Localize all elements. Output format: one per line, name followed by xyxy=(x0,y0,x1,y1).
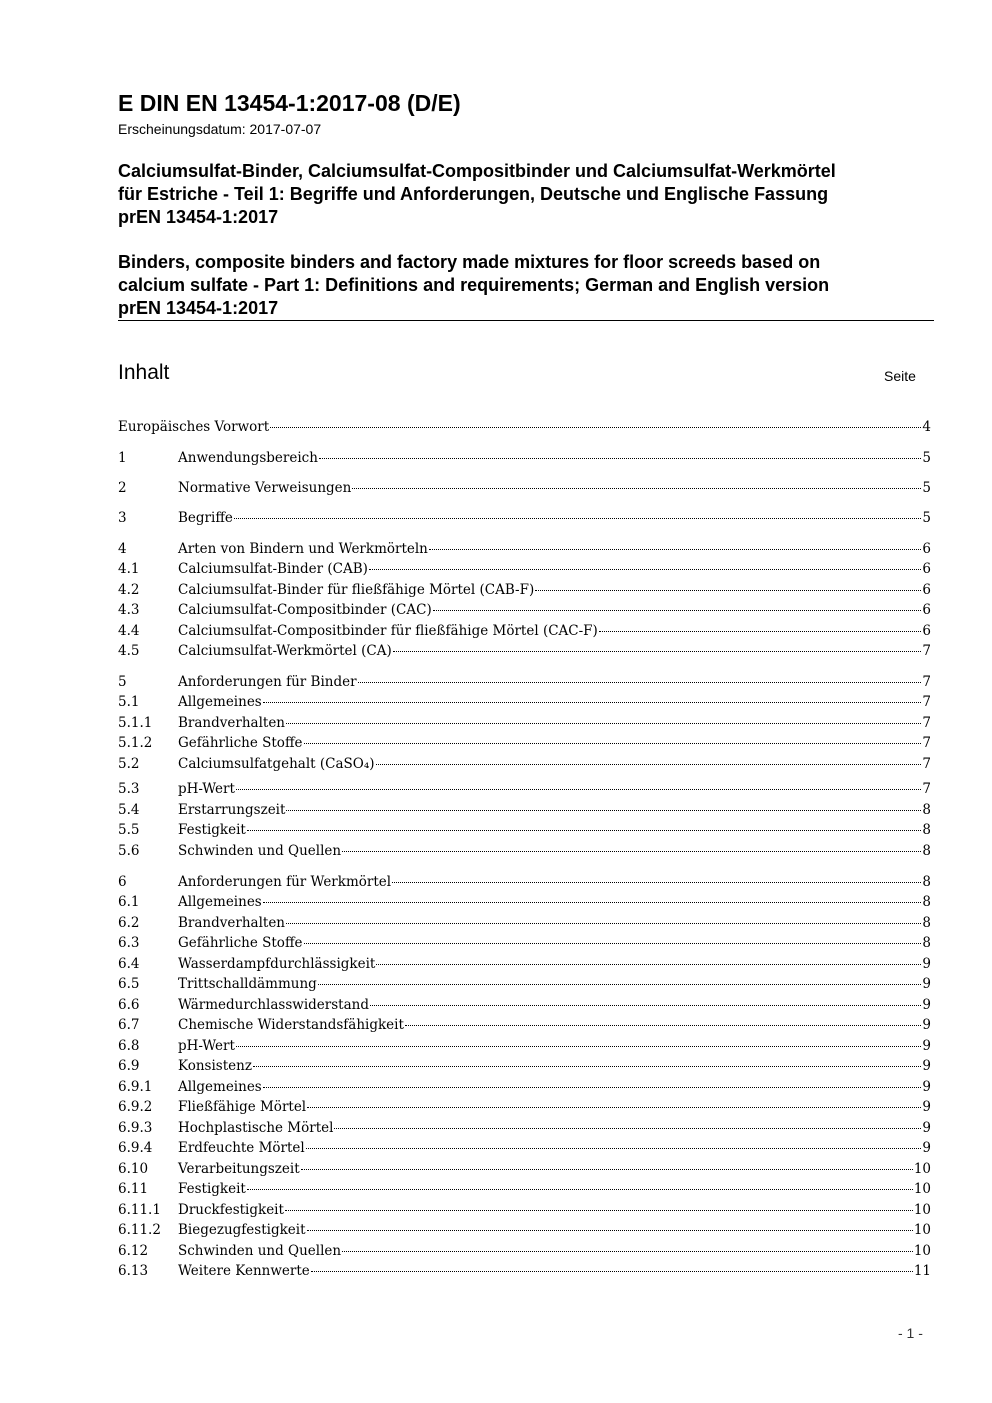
toc-entry-title: Hochplastische Mörtel xyxy=(178,1120,334,1136)
toc-dot-leader xyxy=(369,569,922,570)
toc-entry-number: 6.11 xyxy=(118,1181,149,1197)
toc-dot-leader xyxy=(234,518,922,519)
toc-entry-number: 6.11.2 xyxy=(118,1222,161,1238)
toc-entry[interactable] xyxy=(118,580,931,600)
toc-entry-title: Calciumsulfat-Binder (CAB) xyxy=(178,561,368,577)
title-english xyxy=(118,251,938,320)
toc-dot-leader xyxy=(405,1025,921,1026)
toc-dot-leader xyxy=(393,651,922,652)
toc-entry-number: 6.2 xyxy=(118,915,140,931)
toc-entry-title: Konsistenz xyxy=(178,1058,252,1074)
footer-page-number: - 1 - xyxy=(898,1325,923,1341)
toc-page-column-label: Seite xyxy=(884,368,916,384)
toc-entry-title: Wärmedurchlasswiderstand xyxy=(178,997,369,1013)
toc-entry-number: 6.9.3 xyxy=(118,1120,153,1136)
toc-entry-number: 6.9 xyxy=(118,1058,140,1074)
toc-entry-number: 5.2 xyxy=(118,756,140,772)
toc-entry-number: 5.6 xyxy=(118,843,140,859)
toc-entry-title: Brandverhalten xyxy=(178,715,285,731)
toc-dot-leader xyxy=(334,1128,921,1129)
toc-entry-title: pH-Wert xyxy=(178,1038,235,1054)
toc-entry[interactable] xyxy=(118,913,931,933)
toc-dot-leader xyxy=(263,702,922,703)
toc-dot-leader xyxy=(285,1210,913,1211)
toc-entry-page: 5 xyxy=(922,450,931,466)
toc-dot-leader xyxy=(342,1251,913,1252)
toc-entry-number: 6.12 xyxy=(118,1243,149,1259)
toc-entry-page: 10 xyxy=(913,1181,931,1197)
toc-entry-page: 6 xyxy=(922,541,931,557)
toc-entry[interactable] xyxy=(118,692,931,712)
toc-entry[interactable] xyxy=(118,1200,931,1220)
toc-entry[interactable] xyxy=(118,1241,931,1261)
toc-entry-title: Fließfähige Mörtel xyxy=(178,1099,307,1115)
toc-entry-number: 5.5 xyxy=(118,822,140,838)
toc-dot-leader xyxy=(253,1066,921,1067)
toc-entry[interactable] xyxy=(118,995,931,1015)
toc-entry-number: 5.1 xyxy=(118,694,140,710)
title-german-line: prEN 13454-1:2017 xyxy=(118,207,279,227)
toc-entry-page: 7 xyxy=(922,781,931,797)
toc-entry-title: Wasserdampfdurchlässigkeit xyxy=(178,956,376,972)
toc-dot-leader xyxy=(599,631,922,632)
toc-entry-title: Allgemeines xyxy=(178,1079,262,1095)
toc-entry-title: Erstarrungszeit xyxy=(178,802,286,818)
title-english-line: prEN 13454-1:2017 xyxy=(118,298,279,318)
toc-dot-leader xyxy=(535,590,921,591)
title-english-line: calcium sulfate - Part 1: Definitions and requirements; German and English version xyxy=(118,275,830,295)
toc-entry-page: 9 xyxy=(922,997,931,1013)
document-title: E DIN EN 13454-1:2017-08 (D/E) xyxy=(118,90,461,116)
toc-entry[interactable] xyxy=(118,933,931,953)
toc-entry-page: 7 xyxy=(922,756,931,772)
toc-entry-page: 6 xyxy=(922,602,931,618)
toc-entry-number: 6.5 xyxy=(118,976,140,992)
toc-entry-page: 11 xyxy=(913,1263,931,1279)
toc-entry-page: 8 xyxy=(922,822,931,838)
toc-entry-page: 9 xyxy=(922,1120,931,1136)
toc-entry-number: 6 xyxy=(118,874,127,890)
toc-entry-page: 8 xyxy=(922,843,931,859)
toc-entry-page: 7 xyxy=(922,643,931,659)
toc-entry-page: 9 xyxy=(922,1058,931,1074)
toc-entry-number: 6.6 xyxy=(118,997,140,1013)
toc-entry-page: 9 xyxy=(922,1038,931,1054)
toc-entry-page: 10 xyxy=(913,1222,931,1238)
title-german xyxy=(118,160,938,229)
toc-entry[interactable] xyxy=(118,1077,931,1097)
toc-dot-leader xyxy=(304,943,922,944)
toc-dot-leader xyxy=(263,902,922,903)
toc-dot-leader xyxy=(247,830,922,831)
title-german-line: Calciumsulfat-Binder, Calciumsulfat-Compositbinder und Calciumsulfat-Werkmörtel xyxy=(118,161,836,181)
toc-entry-page: 4 xyxy=(922,419,931,435)
toc-entry-page: 9 xyxy=(922,976,931,992)
toc-entry[interactable] xyxy=(118,417,931,437)
toc-dot-leader xyxy=(263,1087,922,1088)
toc-entry[interactable] xyxy=(118,1118,931,1138)
toc-entry-number: 6.9.4 xyxy=(118,1140,153,1156)
toc-entry[interactable] xyxy=(118,733,931,753)
toc-entry-title: Erdfeuchte Mörtel xyxy=(178,1140,305,1156)
toc-dot-leader xyxy=(376,764,922,765)
toc-entry[interactable] xyxy=(118,872,931,892)
toc-entry-number: 5 xyxy=(118,674,127,690)
toc-entry-title: Gefährliche Stoffe xyxy=(178,935,303,951)
toc-entry-page: 9 xyxy=(922,956,931,972)
toc-entry-title: Schwinden und Quellen xyxy=(178,843,342,859)
toc-entry-title: Druckfestigkeit xyxy=(178,1202,284,1218)
toc-entry-number: 6.1 xyxy=(118,894,140,910)
toc-entry-page: 8 xyxy=(922,915,931,931)
toc-entry-title: Calciumsulfat-Binder für fließfähige Mörtel (CAB-F) xyxy=(178,582,535,598)
toc-entry-page: 10 xyxy=(913,1243,931,1259)
toc-entry-title: Begriffe xyxy=(178,510,233,526)
toc-entry-number: 6.3 xyxy=(118,935,140,951)
toc-entry-page: 9 xyxy=(922,1099,931,1115)
toc-entry[interactable] xyxy=(118,478,931,498)
toc-entry-page: 9 xyxy=(922,1140,931,1156)
toc-entry[interactable] xyxy=(118,641,931,661)
toc-entry-page: 8 xyxy=(922,894,931,910)
toc-entry-number: 5.1.2 xyxy=(118,735,153,751)
toc-entry[interactable] xyxy=(118,841,931,861)
toc-entry[interactable] xyxy=(118,779,931,799)
toc-dot-leader xyxy=(358,682,922,683)
toc-entry-title: Trittschalldämmung xyxy=(178,976,317,992)
toc-entry-title: Festigkeit xyxy=(178,1181,246,1197)
toc-entry-page: 5 xyxy=(922,480,931,496)
toc-entry-page: 9 xyxy=(922,1079,931,1095)
toc-entry[interactable] xyxy=(118,600,931,620)
toc-entry-title: Schwinden und Quellen xyxy=(178,1243,342,1259)
toc-entry-page: 7 xyxy=(922,674,931,690)
toc-entry-number: 4.2 xyxy=(118,582,140,598)
publication-date: Erscheinungsdatum: 2017-07-07 xyxy=(118,121,322,137)
toc-entry[interactable] xyxy=(118,954,931,974)
toc-entry-title: Anforderungen für Werkmörtel xyxy=(178,874,392,890)
toc-entry-title: Allgemeines xyxy=(178,894,262,910)
toc-entry-title: Weitere Kennwerte xyxy=(178,1263,310,1279)
toc-entry-page: 6 xyxy=(922,561,931,577)
toc-entry-page: 7 xyxy=(922,694,931,710)
toc-entry[interactable] xyxy=(118,448,931,468)
toc-heading: Inhalt xyxy=(118,361,170,384)
toc-entry[interactable] xyxy=(118,1261,931,1281)
toc-dot-leader xyxy=(376,964,921,965)
toc-entry-page: 8 xyxy=(922,802,931,818)
toc-entry[interactable] xyxy=(118,1159,931,1179)
toc-dot-leader xyxy=(311,1271,913,1272)
toc-entry-title: Calciumsulfatgehalt (CaSO₄) xyxy=(178,756,375,772)
toc-entry-number: 6.4 xyxy=(118,956,140,972)
toc-entry-title: Verarbeitungszeit xyxy=(178,1161,300,1177)
toc-entry-title: Anforderungen für Binder xyxy=(178,674,357,690)
toc-dot-leader xyxy=(304,743,922,744)
toc-entry-title: Europäisches Vorwort xyxy=(118,419,270,435)
toc-entry-number: 4.1 xyxy=(118,561,140,577)
toc-entry-title: Biegezugfestigkeit xyxy=(178,1222,306,1238)
toc-dot-leader xyxy=(370,1005,921,1006)
toc-entry-number: 6.8 xyxy=(118,1038,140,1054)
toc-dot-leader xyxy=(429,549,922,550)
toc-entry-number: 4.4 xyxy=(118,623,140,639)
toc-entry-title: Arten von Bindern und Werkmörteln xyxy=(178,541,428,557)
toc-entry[interactable] xyxy=(118,1015,931,1035)
toc-entry-number: 4.5 xyxy=(118,643,140,659)
toc-entry-page: 10 xyxy=(913,1161,931,1177)
toc-entry-title: Normative Verweisungen xyxy=(178,480,352,496)
toc-dot-leader xyxy=(318,984,922,985)
toc-entry-number: 6.10 xyxy=(118,1161,149,1177)
title-german-line: für Estriche - Teil 1: Begriffe und Anforderungen, Deutsche und Englische Fassung xyxy=(118,184,829,204)
toc-entry-number: 5.1.1 xyxy=(118,715,153,731)
toc-dot-leader xyxy=(247,1189,913,1190)
toc-entry[interactable] xyxy=(118,1179,931,1199)
toc-entry[interactable] xyxy=(118,621,931,641)
toc-entry[interactable] xyxy=(118,539,931,559)
toc-entry-number: 3 xyxy=(118,510,127,526)
toc-entry-title: Allgemeines xyxy=(178,694,262,710)
toc-entry-page: 9 xyxy=(922,1017,931,1033)
toc-entry-title: Calciumsulfat-Werkmörtel (CA) xyxy=(178,643,392,659)
toc-entry-page: 5 xyxy=(922,510,931,526)
title-english-line: Binders, composite binders and factory made mixtures for floor screeds based on xyxy=(118,252,821,272)
toc-entry-number: 4.3 xyxy=(118,602,140,618)
toc-entry-number: 6.9.1 xyxy=(118,1079,153,1095)
toc-entry-page: 6 xyxy=(922,582,931,598)
toc-entry-title: Festigkeit xyxy=(178,822,246,838)
toc-entry-title: pH-Wert xyxy=(178,781,235,797)
toc-entry[interactable] xyxy=(118,1056,931,1076)
toc-entry[interactable] xyxy=(118,1036,931,1056)
toc-entry[interactable] xyxy=(118,754,931,774)
toc-dot-leader xyxy=(352,488,921,489)
toc-dot-leader xyxy=(270,427,921,428)
toc-entry-page: 7 xyxy=(922,735,931,751)
toc-entry-number: 6.9.2 xyxy=(118,1099,153,1115)
toc-entry-number: 4 xyxy=(118,541,127,557)
toc-entry-page: 10 xyxy=(913,1202,931,1218)
toc-entry-number: 5.4 xyxy=(118,802,140,818)
toc-entry-number: 2 xyxy=(118,480,127,496)
toc-entry-title: Anwendungsbereich xyxy=(178,450,318,466)
toc-entry-number: 1 xyxy=(118,450,127,466)
toc-entry-page: 8 xyxy=(922,874,931,890)
toc-entry-number: 5.3 xyxy=(118,781,140,797)
toc-entry[interactable] xyxy=(118,672,931,692)
toc-entry-title: Brandverhalten xyxy=(178,915,285,931)
toc-entry[interactable] xyxy=(118,800,931,820)
toc-entry-title: Calciumsulfat-Compositbinder für fließfähige Mörtel (CAC-F) xyxy=(178,623,598,639)
toc-entry-title: Gefährliche Stoffe xyxy=(178,735,303,751)
toc-entry[interactable] xyxy=(118,559,931,579)
toc-entry[interactable] xyxy=(118,892,931,912)
toc-dot-leader xyxy=(286,723,921,724)
toc-dot-leader xyxy=(306,1148,922,1149)
toc-dot-leader xyxy=(307,1230,913,1231)
toc-dot-leader xyxy=(392,882,921,883)
toc-entry[interactable] xyxy=(118,974,931,994)
toc-entry-number: 6.7 xyxy=(118,1017,140,1033)
toc-dot-leader xyxy=(319,458,921,459)
toc-entry-page: 8 xyxy=(922,935,931,951)
toc-dot-leader xyxy=(342,851,921,852)
toc-entry[interactable] xyxy=(118,1220,931,1240)
toc-entry-title: Calciumsulfat-Compositbinder (CAC) xyxy=(178,602,432,618)
toc-dot-leader xyxy=(286,810,921,811)
toc-entry-title: Chemische Widerstandsfähigkeit xyxy=(178,1017,404,1033)
toc-entry-number: 6.11.1 xyxy=(118,1202,161,1218)
toc-entry[interactable] xyxy=(118,1097,931,1117)
title-divider xyxy=(118,320,934,321)
toc-dot-leader xyxy=(236,1046,922,1047)
toc-dot-leader xyxy=(301,1169,913,1170)
toc-entry-page: 7 xyxy=(922,715,931,731)
toc-dot-leader xyxy=(307,1107,921,1108)
toc-entry[interactable] xyxy=(118,508,931,528)
toc-entry[interactable] xyxy=(118,1138,931,1158)
toc-entry-page: 6 xyxy=(922,623,931,639)
toc-dot-leader xyxy=(433,610,922,611)
toc-entry-number: 6.13 xyxy=(118,1263,149,1279)
toc-dot-leader xyxy=(286,923,921,924)
toc-entry[interactable] xyxy=(118,820,931,840)
toc-entry[interactable] xyxy=(118,713,931,733)
toc-dot-leader xyxy=(236,789,922,790)
